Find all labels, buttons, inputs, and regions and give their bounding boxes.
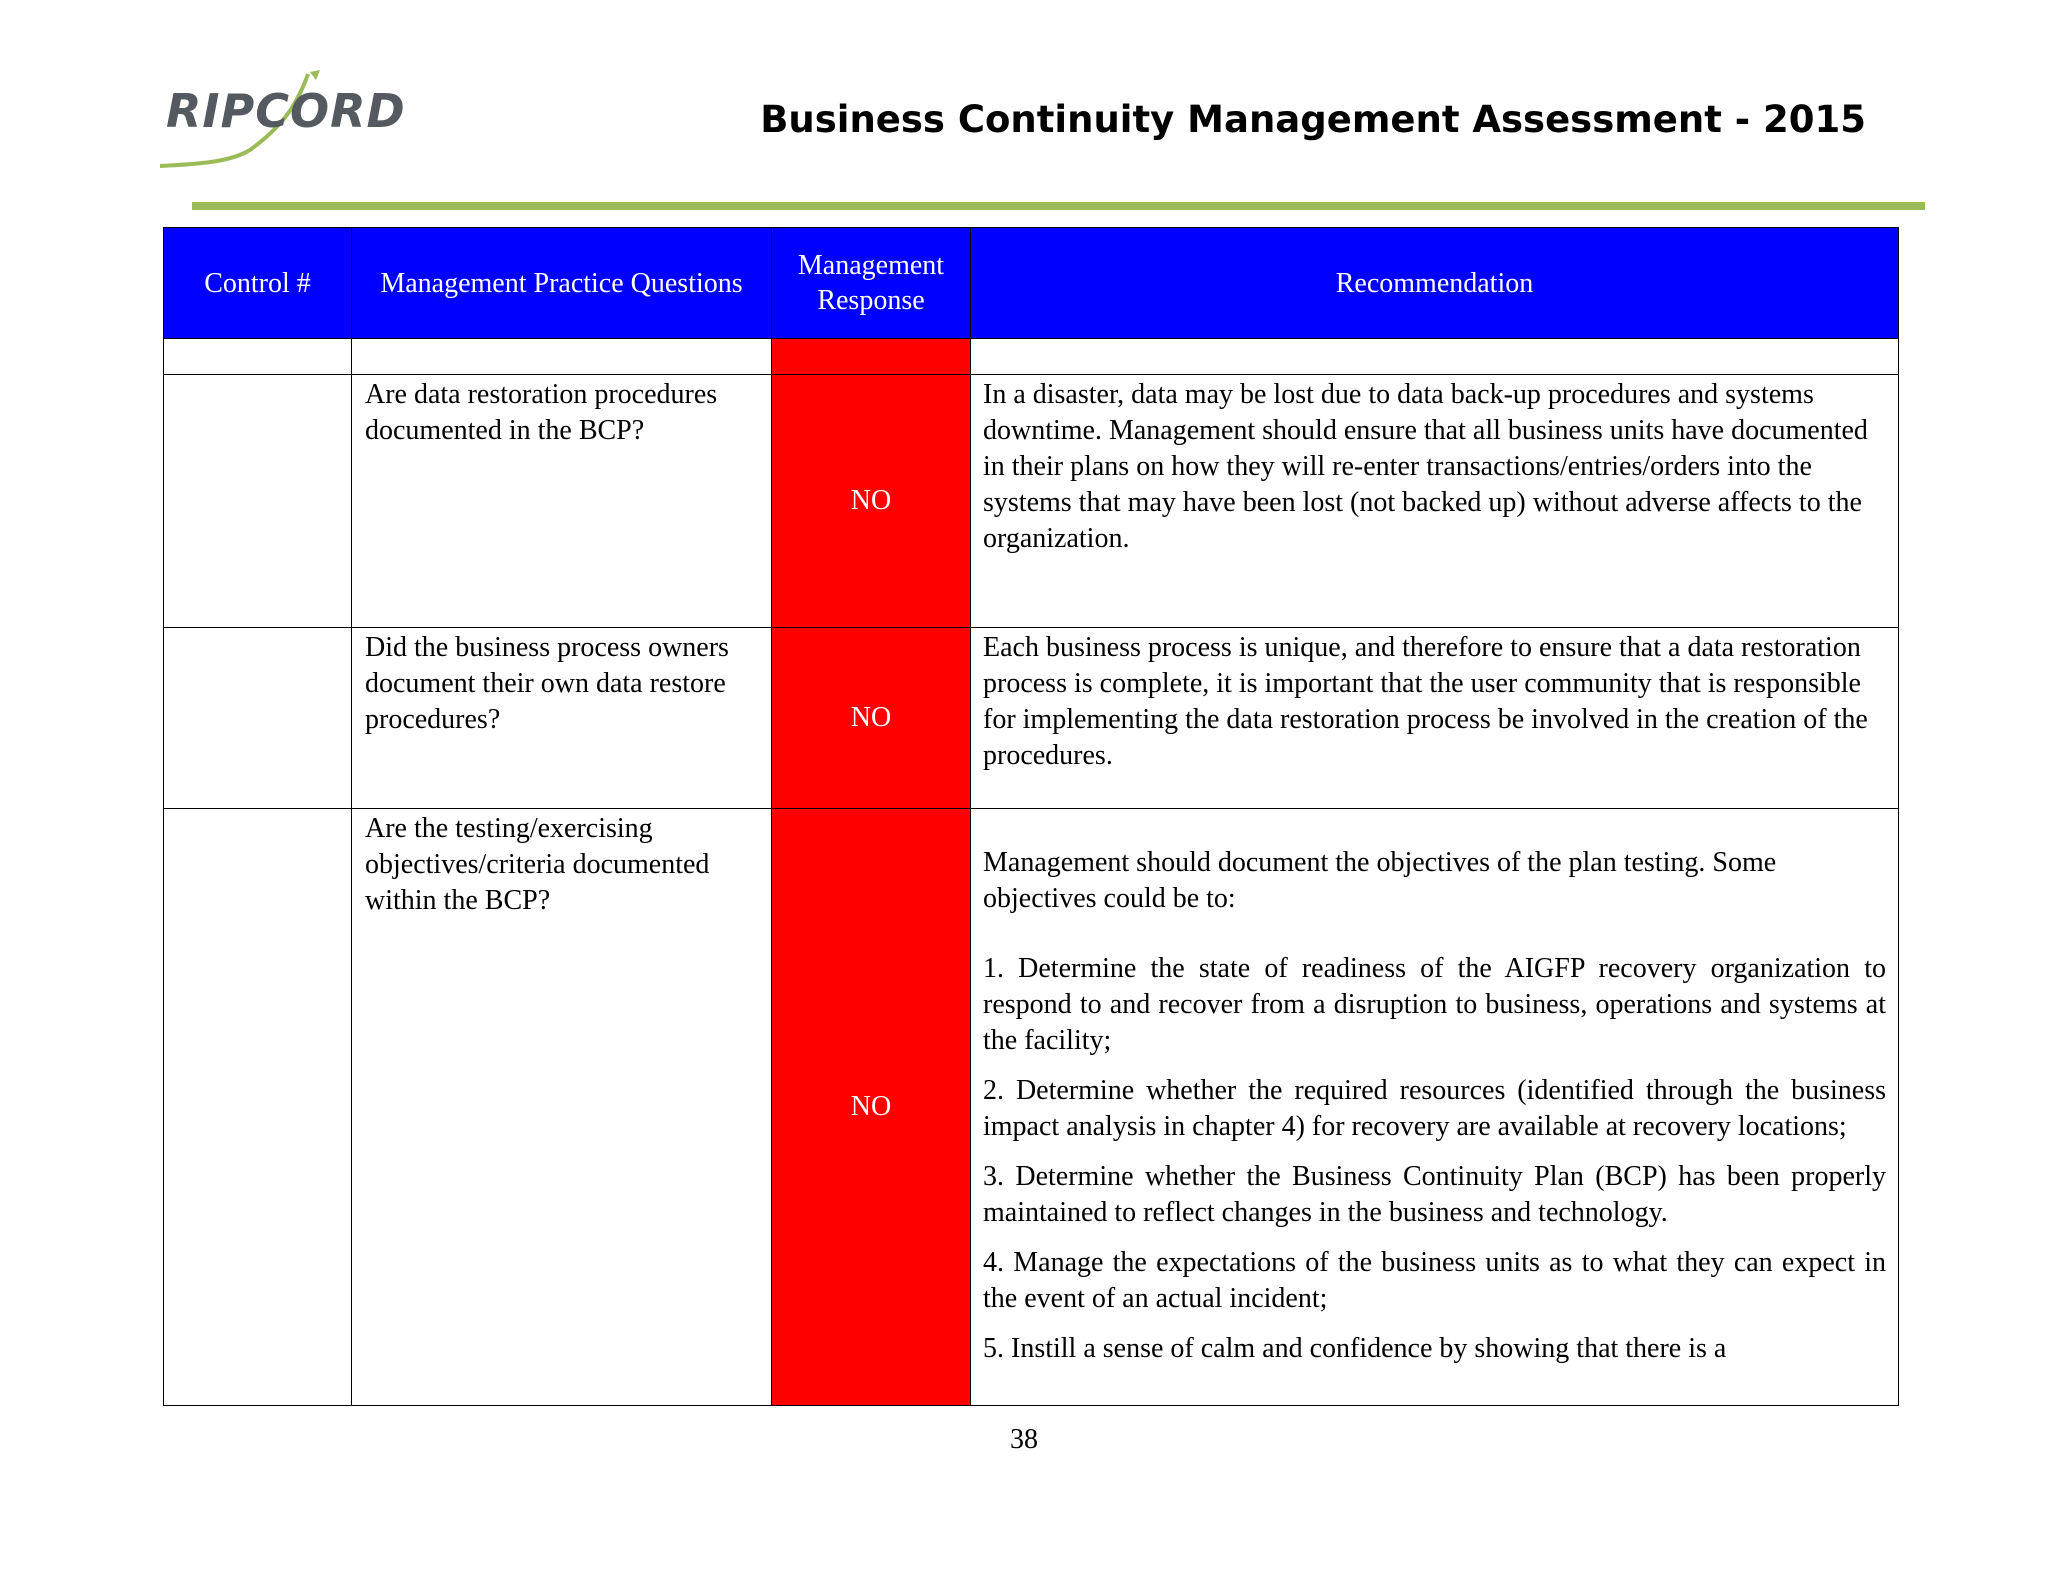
column-header-response: Management Response — [772, 228, 971, 339]
ripcord-logo — [160, 68, 406, 168]
control-cell — [164, 809, 352, 1406]
recommendation-item: 2. Determine whether the required resources (identified through the business impact analysis in chapter 4) for recovery are available at recovery locations; — [983, 1075, 1886, 1142]
spacer-cell — [352, 339, 772, 375]
recommendation-item: 5. Instill a sense of calm and confidence by showing that there is a — [983, 1333, 1727, 1364]
question-cell: Are data restoration procedures documented in the BCP? — [352, 375, 772, 628]
column-header-recommendation: Recommendation — [971, 228, 1899, 339]
recommendation-item: 1. Determine the state of readiness of the AIGFP recovery organization to respond to and recover from a disruption to business, operations and systems at the facility; — [983, 953, 1886, 1056]
response-cell: NO — [772, 809, 971, 1406]
recommendation-cell: In a disaster, data may be lost due to data back-up procedures and systems downtime. Management should ensure that all business units have documented in their plans on how they will re-enter transactions/entries/orders into the systems that may have been lost (not backed up) without adverse affects to the organization. — [971, 375, 1899, 628]
table-row — [164, 375, 1899, 628]
page-number: 38 — [1010, 1424, 1038, 1455]
recommendation-content — [983, 811, 1886, 1403]
spacer-response-cell — [772, 339, 971, 375]
control-cell — [164, 375, 352, 628]
control-cell — [164, 628, 352, 809]
table-row — [164, 809, 1899, 1406]
recommendation-item: 4. Manage the expectations of the business units as to what they can expect in the event of an actual incident; — [983, 1247, 1886, 1314]
spacer-cell — [164, 339, 352, 375]
table-row-spacer — [164, 339, 1899, 375]
recommendation-item: 3. Determine whether the Business Continuity Plan (BCP) has been properly maintained to reflect changes in the business and technology. — [983, 1161, 1886, 1228]
question-cell: Did the business process owners document their own data restore procedures? — [352, 628, 772, 809]
logo-text: RIPCORD — [166, 84, 406, 138]
spacer-cell — [971, 339, 1899, 375]
assessment-table — [163, 227, 1899, 1406]
question-cell: Are the testing/exercising objectives/criteria documented within the BCP? — [352, 809, 772, 1406]
column-header-control: Control # — [164, 228, 352, 339]
document-title: Business Continuity Management Assessment - 2015 — [760, 98, 1866, 141]
recommendation-intro: Management should document the objectives of the plan testing. Some objectives could be to: — [983, 847, 1777, 914]
table-header-row — [164, 228, 1899, 339]
header-divider — [192, 202, 1925, 210]
recommendation-cell: Each business process is unique, and therefore to ensure that a data restoration process is complete, it is important that the user community that is responsible for implementing the data restoration process be involved in the creation of the procedures. — [971, 628, 1899, 809]
column-header-question: Management Practice Questions — [352, 228, 772, 339]
recommendation-cell — [971, 809, 1899, 1406]
response-cell: NO — [772, 628, 971, 809]
table-row — [164, 628, 1899, 809]
response-cell: NO — [772, 375, 971, 628]
